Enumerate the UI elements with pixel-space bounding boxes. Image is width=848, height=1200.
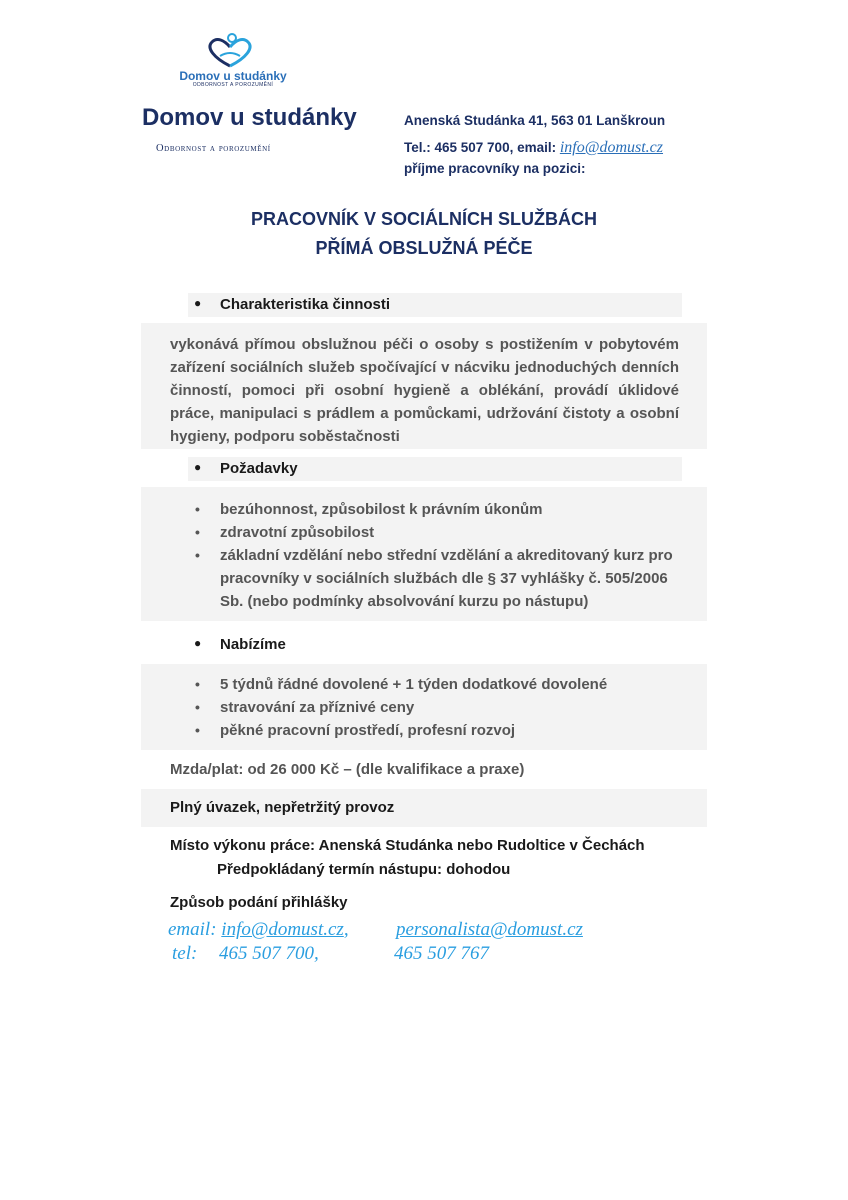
phone-1: 465 507 700, [219, 943, 319, 964]
email-link-personnel[interactable]: personalista@domust.cz [396, 919, 583, 940]
logo-tagline: ODBORNOST A POROZUMĚNÍ [192, 82, 274, 88]
section-heading-offer: ● Nabízíme [194, 636, 286, 653]
list-item: • zdravotní způsobilost [192, 521, 692, 544]
hiring-text: příjme pracovníky na pozici: [404, 161, 586, 176]
organization-tagline: Odbornost a porozumění [156, 143, 271, 154]
phone-label: tel: [172, 943, 198, 964]
job-title-line-2: PŘÍMÁ OBSLUŽNÁ PÉČE [315, 238, 533, 258]
salary: Mzda/plat: od 26 000 Kč – (dle kvalifikace a praxe) [170, 761, 525, 778]
bullet-icon: ● [194, 460, 202, 474]
list-item: • pěkné pracovní prostředí, profesní rozvoj [192, 719, 692, 742]
job-description: vykonává přímou obslužnou péči o osoby s postižením v pobytovém zařízení sociálních služeb spočívající v nácviku jednoduchých denních činností, pomoci při osobní hygieně a oblékání, provádí úklidové práce, manipulaci s prádlem a pomůckami, udržování čistoty a osobní hygieny, podporu soběstačnosti [170, 336, 679, 445]
start-date: Předpokládaný termín nástupu: dohodou [217, 861, 511, 878]
job-title [140, 205, 708, 263]
list-item: • základní vzdělání nebo střední vzdělání a akreditovaný kurz pro pracovníky v sociálních službách dle § 37 vyhlášky č. 505/2006 Sb. (nebo podmínky absolvování kurzu po nástupu) [192, 544, 692, 613]
requirements-list [192, 498, 692, 613]
application-heading: Způsob podání přihlášky [170, 894, 348, 911]
bullet-icon: ● [194, 296, 202, 310]
list-item: • bezúhonnost, způsobilost k právním úkonům [192, 498, 692, 521]
phone-2: 465 507 767 [394, 943, 489, 964]
address: Anenská Studánka 41, 563 01 Lanškroun [404, 113, 666, 128]
contact-phone: Tel.: 465 507 700, email: [404, 140, 560, 155]
heart-logo-icon [200, 30, 260, 70]
logo-name: Domov u studánky [179, 69, 287, 83]
workload: Plný úvazek, nepřetržitý provoz [170, 799, 395, 816]
section-heading-characteristics: ● Charakteristika činnosti [194, 296, 391, 313]
work-place: Místo výkonu práce: Anenská Studánka nebo Rudoltice v Čechách [170, 837, 645, 854]
list-item: • stravování za příznivé ceny [192, 696, 692, 719]
job-title-line-1: PRACOVNÍK V SOCIÁLNÍCH SLUŽBÁCH [250, 209, 597, 229]
contact-email-link[interactable]: info@domust.cz [559, 139, 664, 156]
email-label: email [168, 919, 211, 940]
list-item: • 5 týdnů řádné dovolené + 1 týden dodatkové dovolené [192, 673, 692, 696]
email-link-info[interactable]: info@domust.cz [221, 919, 344, 940]
section-heading-requirements: ● Požadavky [194, 460, 298, 477]
offer-list [192, 673, 692, 742]
application-email-row: email: info@domust.cz, [168, 919, 349, 940]
bullet-icon: ● [194, 636, 202, 650]
organization-name: Domov u studánky [142, 104, 357, 131]
contact-line [404, 139, 663, 157]
